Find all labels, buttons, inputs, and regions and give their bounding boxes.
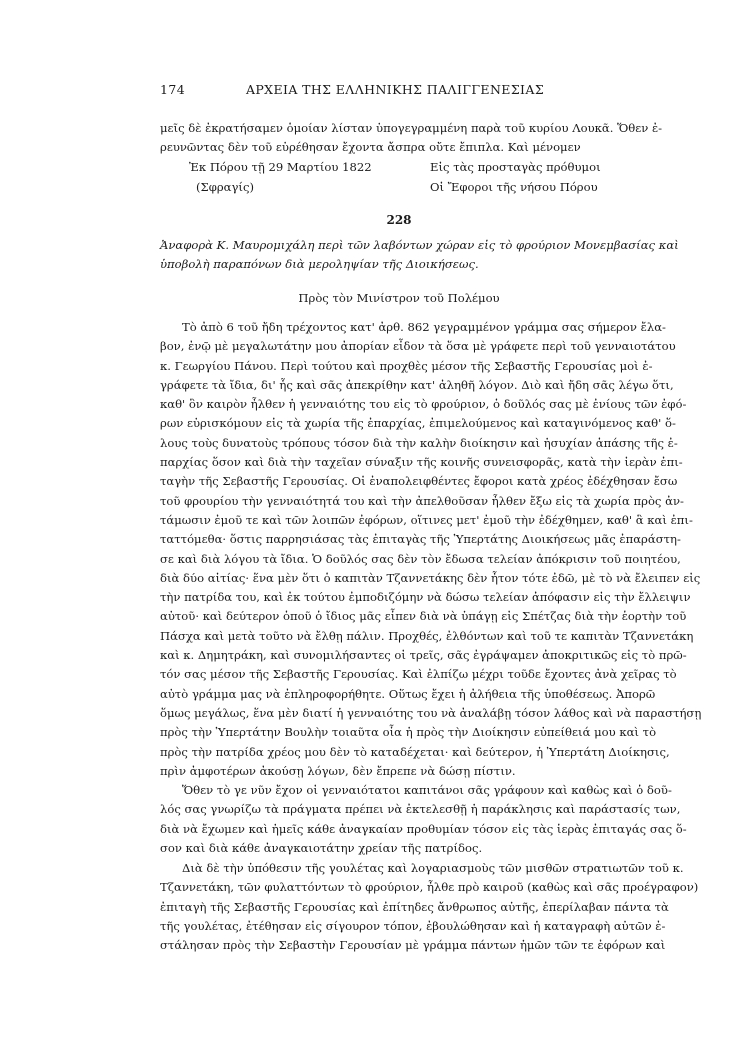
text-line: διὰ δύο αἰτίας· ἕνα μὲν ὅτι ὁ καπιτὰν Τζαννετάκης δὲν ἦτον τότε ἐδῶ, μὲ τὸ νὰ ἔλειπεν εἰς [160, 570, 701, 585]
page-number: 174 [160, 82, 186, 97]
paragraph-1 [160, 318, 702, 781]
text-line: τὴν πατρίδα του, καὶ ἐκ τούτου ἐμποδιζόμην νὰ δώσω τελείαν ἀπόφασιν εἰς τὴν ἔλλειψιν [160, 590, 691, 605]
text-line: πρὸς τὴν Ὑπερτάτην Βουλὴν τοιαῦτα οἷα ἡ πρὸς τὴν Διοίκησιν εὐπείθειά μου καὶ τὸ [160, 725, 657, 740]
intro-block [160, 119, 663, 158]
text-line: ρων εὑρισκόμουν εἰς τὰ χωρία τῆς ἐπαρχίας, ἐπιμελούμενος καὶ καταγινόμενος καθ' ὅ- [160, 416, 676, 431]
text-line: τοῦ φρουρίου τὴν γενναιότητά του καὶ τὴν ἀπελθοῦσαν ἦλθεν ἔξω εἰς τὰ χωρία πρὸς ἀν- [160, 493, 684, 508]
place-date: Ἐκ Πόρου τῇ 29 Μαρτίου 1822 [189, 160, 372, 174]
text-line: καθ' ὃν καιρὸν ἦλθεν ἡ γενναιότης του εἰς τὸ φρούριον, ὁ δοῦλός σας μὲ ἐνίους τῶν ἐφό- [160, 397, 687, 412]
text-line: Τζαννετάκη, τῶν φυλαττόντων τὸ φρούριον, ἦλθε πρὸ καιροῦ (καθὼς καὶ σᾶς προέγραφον) [160, 880, 699, 895]
text-line: κ. Γεωργίου Πάνου. Περὶ τούτου καὶ προχθὲς μέσον τῆς Σεβαστῆς Γερουσίας μοὶ ἐ- [160, 358, 653, 373]
text-line: ὅμως μεγάλως, ἕνα μὲν διατί ἡ γενναιότης του νὰ ἀναλάβῃ τόσον λάθος καὶ νὰ παραστήσῃ [160, 705, 702, 720]
text-line: Τὸ ἀπὸ 6 τοῦ ἤδη τρέχοντος κατ' ἀρθ. 862 γεγραμμένον γράμμα σας σήμερον ἔλα- [182, 320, 666, 334]
text-line: λους τοὺς δυνατοὺς τρόπους τόσον διὰ τὴν καλὴν διοίκησιν καὶ ἡσυχίαν ἁπάσης τῆς ἐ- [160, 435, 678, 450]
text-line: ταττόμεθα· ὅστις παρρησιάσας τὰς ἐπιταγὰς τῆς Ὑπερτάτης Διοικήσεως μᾶς ἐπαράστη- [160, 532, 681, 547]
summary-line: Ἀναφορὰ Κ. Μαυρομιχάλη περὶ τῶν λαβόντων χώραν εἰς τὸ φρούριον Μονεμβασίας καὶ [160, 238, 679, 252]
paragraph-2 [160, 781, 687, 858]
text-line: πρὸς τὴν πατρίδα χρέος μου δὲν τὸ καταδέχεται· καὶ δεύτερον, ἡ Ὑπερτάτη Διοίκησις, [160, 744, 670, 759]
running-header [160, 82, 630, 102]
text-line: Ὅθεν τὸ γε νῦν ἔχον οἱ γενναιότατοι καπιτάνοι σᾶς γράφουν καὶ καθὼς καὶ ὁ δοῦ- [182, 783, 672, 797]
document-number: 228 [386, 213, 412, 227]
text-line: παρχίας ὅσον καὶ διὰ τὴν ταχεῖαν σύναξιν τῆς κοινῆς συνεισφορᾶς, κατὰ τὴν ἱερὰν ἐπι- [160, 455, 683, 470]
text-line: ἐπιταγὴ τῆς Σεβαστῆς Γερουσίας καὶ ἐπίτηδες ἄνθρωπος αὐτῆς, ἐπερίλαβαν πάντα τὰ [160, 899, 669, 914]
signers: Οἱ Ἔφοροι τῆς νήσου Πόρου [430, 180, 598, 194]
text-line: ταγὴν τῆς Σεβαστῆς Γερουσίας. Οἱ ἐναπολειφθέντες ἔφοροι κατὰ χρέος ἐδέχθησαν ἔσω [160, 474, 678, 489]
text-line: τόν σας μέσον τῆς Σεβαστῆς Γερουσίας. Καὶ ἐλπίζω μέχρι τοῦδε ἔχοντες ἀνὰ χεῖρας τὸ [160, 667, 677, 682]
text-line: τάμωσιν ἐμοῦ τε καὶ τῶν λοιπῶν ἐφόρων, οἵτινες μετ' ἐμοῦ τὴν ἐδέχθημεν, καθ' ἃ καὶ ἐπι- [160, 512, 693, 527]
text-line: στάλησαν πρὸς τὴν Σεβαστὴν Γερουσίαν μὲ γράμμα πάντων ἡμῶν τῶν τε ἐφόρων καὶ [160, 938, 666, 953]
text-line: αὐτὸ γράμμα μας νὰ ἐπληροφορήθητε. Οὕτως ἔχει ἡ ἀλήθεια τῆς ὑποθέσεως. Ἀπορῶ [160, 686, 656, 701]
text-line: Διὰ δὲ τὴν ὑπόθεσιν τῆς γουλέτας καὶ λογαριασμοὺς τῶν μισθῶν στρατιωτῶν τοῦ κ. [182, 861, 684, 875]
text-line: ρευνῶντας δὲν τοῦ εὑρέθησαν ἔχοντα ἄσπρα οὔτε ἔπιπλα. Καὶ μένομεν [160, 140, 581, 155]
document-summary [160, 236, 679, 275]
paragraph-3 [160, 859, 699, 955]
text-line: τῆς γουλέτας, ἐτέθησαν εἰς σίγουρον τόπον, ἐβουλώθησαν καὶ ἡ καταγραφὴ αὐτῶν ἐ- [160, 918, 666, 933]
seal-note: (Σφραγίς) [196, 180, 254, 194]
text-line: γράφετε τὰ ἴδια, δι' ἧς καὶ σᾶς ἀπεκρίθην κατ' ἀληθῆ λόγον. Διὸ καὶ ἤδη σᾶς λέγω ὅτι, [160, 377, 674, 392]
summary-line: ὑποβολὴ παραπόνων διὰ μεροληψίαν τῆς Διοικήσεως. [160, 257, 479, 272]
text-line: πρὶν ἀμφοτέρων ἀκούσῃ λόγων, δὲν ἔπρεπε νὰ δώσῃ πίστιν. [160, 763, 516, 778]
text-line: σε καὶ διὰ λόγου τὰ ἴδια. Ὁ δοῦλός σας δὲν τὸν ἔδωσα τελείαν ἀπόκρισιν τοῦ ποιητέου, [160, 551, 681, 566]
text-line: μεῖς δὲ ἐκρατήσαμεν ὁμοίαν λίσταν ὑπογεγραμμένη παρὰ τοῦ κυρίου Λουκᾶ. Ὅθεν ἐ- [160, 121, 663, 135]
text-line: λός σας γνωρίζω τὰ πράγματα πρέπει νὰ ἐκτελεσθῇ ἡ παράκλησις καὶ παράστασίς των, [160, 802, 681, 817]
text-line: Πάσχα καὶ μετὰ τοῦτο νὰ ἔλθῃ πάλιν. Προχθές, ἐλθόντων καὶ τοῦ τε καπιτὰν Τζαννετάκη [160, 628, 694, 643]
text-line: διὰ νὰ ἔχωμεν καὶ ἡμεῖς κάθε ἀναγκαίαν προθυμίαν τόσον εἰς τὰς ἱερὰς ἐπιταγάς σας ὅ- [160, 821, 687, 836]
closing-formula: Εἰς τὰς προσταγὰς πρόθυμοι [430, 160, 601, 174]
text-line: αὐτοῦ· καὶ δεύτερον ὁποῦ ὁ ἴδιος μᾶς εἶπεν διὰ νὰ ὑπάγῃ εἰς Σπέτζας διὰ τὴν ἑορτὴν τοῦ [160, 609, 687, 624]
text-line: καὶ κ. Δημητράκη, καὶ συνομιλήσαντες οἱ τρεῖς, σᾶς ἐγράψαμεν ἀποκριτικῶς εἰς τὸ πρῶ- [160, 648, 687, 663]
addressee: Πρὸς τὸν Μινίστρον τοῦ Πολέμου [298, 291, 500, 305]
text-line: βον, ἐνῷ μὲ μεγαλωτάτην μου ἀπορίαν εἶδον τὰ ὅσα μὲ γράφετε περὶ τοῦ γενναιοτάτου [160, 339, 676, 354]
text-line: σον καὶ διὰ κάθε ἀναγκαιοτάτην χρείαν τῆς πατρίδος. [160, 840, 483, 855]
running-title: ΑΡΧΕΙΑ ΤΗΣ ΕΛΛΗΝΙΚΗΣ ΠΑΛΙΓΓΕΝΕΣΙΑΣ [245, 82, 545, 97]
